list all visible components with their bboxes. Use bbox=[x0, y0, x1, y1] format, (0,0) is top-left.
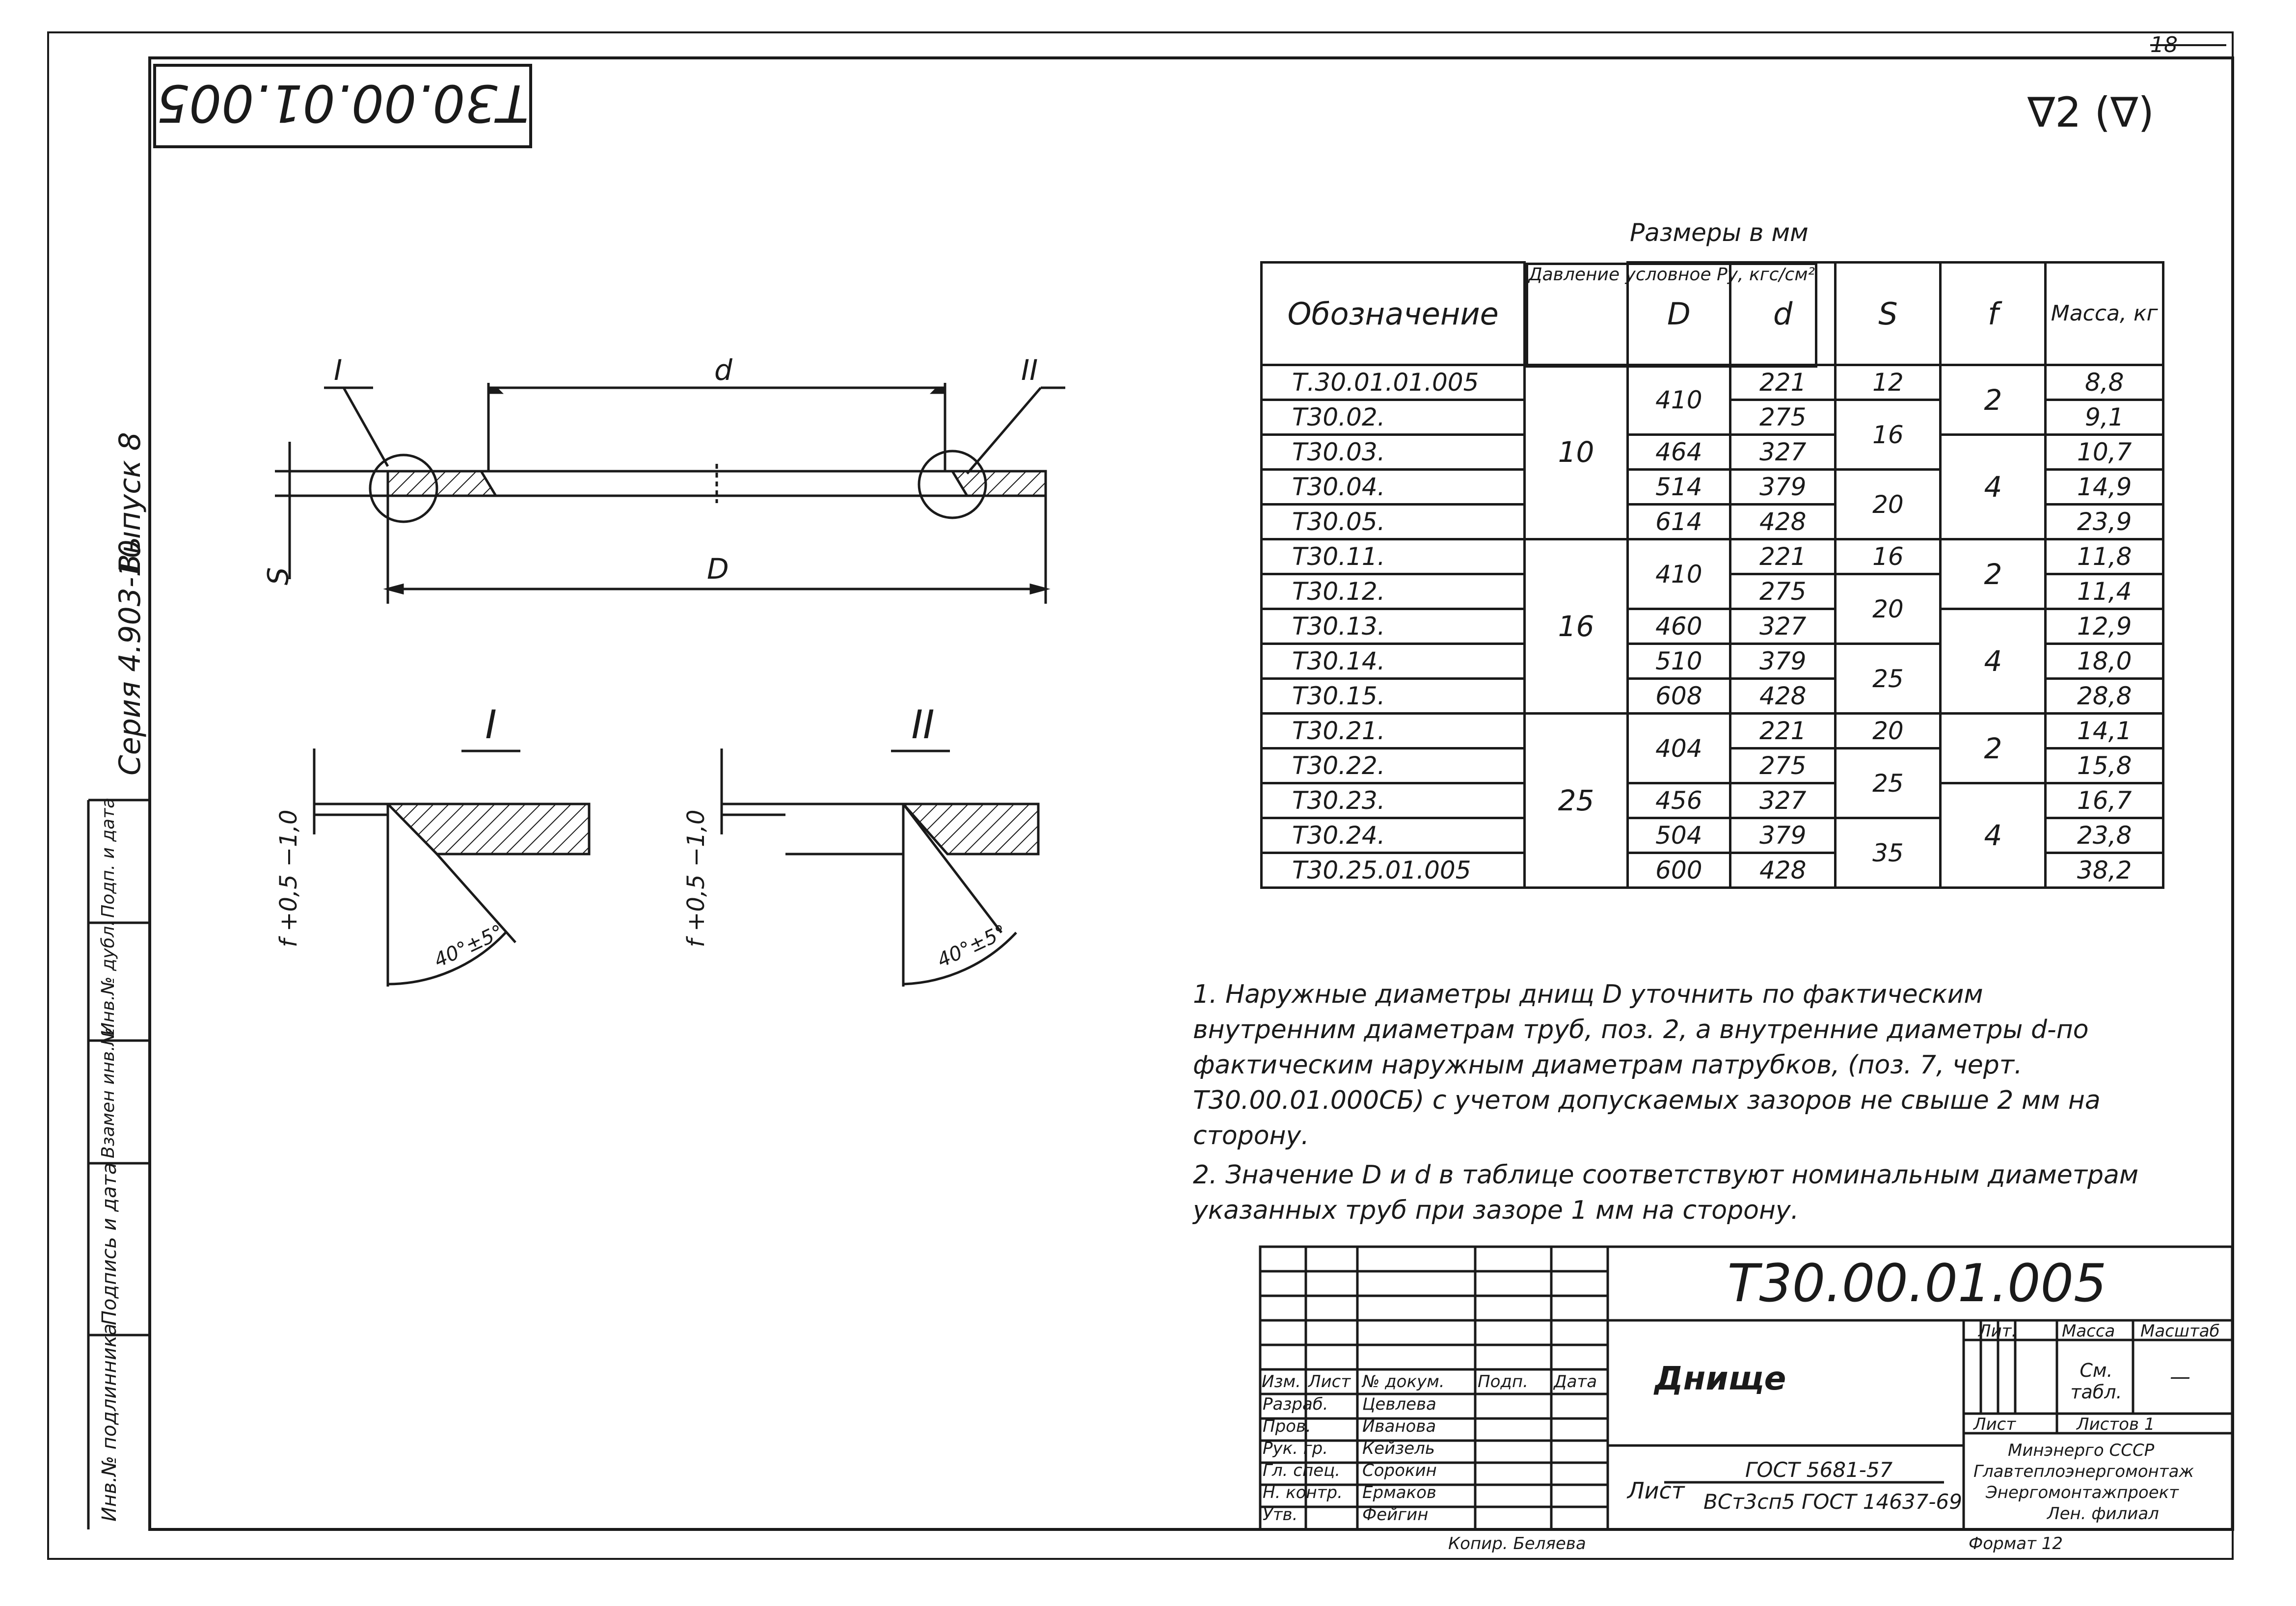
copied-by: Копир. Беляева bbox=[1448, 1534, 1586, 1553]
org-line-1: Минэнерго СССР bbox=[2008, 1441, 2155, 1460]
dimension-S-label: S bbox=[261, 567, 295, 586]
mass-value: См. табл. bbox=[2070, 1360, 2122, 1403]
section-view-2 bbox=[722, 749, 1038, 987]
note-2: 2. Значение D и d в таблице соответствуют номинальным диаметрам указанных труб при зазоре 1 мм на сторону. bbox=[1193, 1160, 2139, 1225]
header-signature: Подп. bbox=[1478, 1372, 1528, 1392]
sheet-label: Лист bbox=[1973, 1415, 2016, 1434]
table-row: Т30.15. 608 428 28,8 bbox=[1262, 679, 2163, 714]
sheets-count: Листов 1 bbox=[2077, 1415, 2155, 1434]
header-list: Лист bbox=[1308, 1372, 1351, 1392]
material-label: Лист bbox=[1627, 1477, 1685, 1504]
name-approver: Фейгин bbox=[1362, 1505, 1429, 1525]
role-group-lead: Рук. гр. bbox=[1263, 1439, 1328, 1458]
header-pressure: Давление условное Ру, кгс/см² bbox=[1526, 263, 1817, 368]
table-header-row bbox=[1262, 263, 2163, 365]
org-line-2: Главтеплоэнергомонтаж bbox=[1973, 1462, 2194, 1481]
angle-label-2: 40°±5° bbox=[934, 920, 1010, 972]
header-outer-diameter: D bbox=[1627, 263, 1730, 365]
role-checker: Пров. bbox=[1263, 1417, 1311, 1436]
dimension-d-label: d bbox=[714, 353, 732, 387]
table-row: Т30.13. 460 327 4 12,9 bbox=[1262, 609, 2163, 644]
col-lit-label: Лит. bbox=[1978, 1321, 2017, 1341]
angle-label-1: 40°±5° bbox=[431, 920, 507, 972]
title-block-designation: Т30.00.01.005 bbox=[1727, 1253, 2107, 1313]
header-designation: Обозначение bbox=[1262, 263, 1525, 365]
name-checker: Иванова bbox=[1362, 1417, 1436, 1436]
rotated-designation-stamp: Т30.00.01.005 bbox=[153, 64, 532, 148]
table-row: Т30.05. 614 428 23,9 bbox=[1262, 505, 2163, 539]
header-thickness: S bbox=[1836, 263, 1941, 365]
org-line-4: Лен. филиал bbox=[2047, 1504, 2159, 1524]
margin-sign-date: Подпись и дата bbox=[98, 1162, 121, 1325]
callout-1-label: I bbox=[334, 353, 343, 387]
table-row: Т30.11. 16 410 221 16 2 11,8 bbox=[1262, 539, 2163, 574]
role-chief-specialist: Гл. спец. bbox=[1263, 1461, 1341, 1480]
role-approver: Утв. bbox=[1263, 1505, 1298, 1525]
role-norm-control: Н. контр. bbox=[1263, 1483, 1343, 1502]
material-grade: ВСт3сп5 ГОСТ 14637-69 bbox=[1703, 1490, 1962, 1514]
margin-original-inv: Инв.№ подлинника bbox=[98, 1323, 121, 1522]
table-row: Т30.23. 456 327 4 16,7 bbox=[1262, 783, 2163, 818]
table-row: Т30.21. 25 404 221 20 2 14,1 bbox=[1262, 714, 2163, 749]
margin-replace-inv: Взамен инв.№ bbox=[98, 1027, 118, 1158]
part-name: Днище bbox=[1654, 1360, 1786, 1397]
table-row: Т30.14. 510 379 25 18,0 bbox=[1262, 644, 2163, 679]
header-inner-diameter: d bbox=[1730, 263, 1836, 365]
series-label: Серия 4.903-10 bbox=[113, 539, 147, 776]
table-row: Т30.12. 275 20 11,4 bbox=[1262, 574, 2163, 609]
header-izm: Изм. bbox=[1262, 1372, 1301, 1392]
table-row: Т30.03. 464 327 4 10,7 bbox=[1262, 435, 2163, 470]
table-row: Т30.04. 514 379 20 14,9 bbox=[1262, 470, 2163, 505]
plate-view bbox=[275, 383, 1065, 604]
table-row: Т30.25.01.005 600 428 38,2 bbox=[1262, 853, 2163, 888]
technical-notes bbox=[1193, 977, 2150, 1232]
section-2-title: II bbox=[911, 702, 935, 748]
header-date: Дата bbox=[1554, 1372, 1597, 1392]
note-1: 1. Наружные диаметры днищ D уточнить по фактическим внутренним диаметрам труб, поз. 2, а внутренние диаметры d-по фактическим наружным диаметрам патрубков, (поз. 7, черт. Т30.00.01.000СБ) с учетом допускаемых зазоров не свыше 2 мм на сторону. bbox=[1193, 980, 2101, 1151]
name-norm-control: Ермаков bbox=[1362, 1483, 1436, 1502]
dimensions-table bbox=[1260, 261, 2164, 889]
scale-value: — bbox=[2170, 1365, 2190, 1389]
name-group-lead: Кейзель bbox=[1362, 1439, 1435, 1458]
margin-sign: Подп. и дата bbox=[98, 797, 118, 918]
callout-2-label: II bbox=[1021, 353, 1038, 387]
dimension-D-label: D bbox=[707, 552, 729, 586]
role-developer: Разраб. bbox=[1263, 1394, 1328, 1414]
table-units-caption: Размеры в мм bbox=[1630, 218, 1809, 247]
name-developer: Цевлева bbox=[1362, 1394, 1436, 1414]
header-chamfer: f bbox=[1941, 263, 2046, 365]
surface-roughness-symbol: ∇2 (∇) bbox=[2027, 88, 2155, 136]
col-scale-label: Масштаб bbox=[2140, 1321, 2220, 1341]
page-number: 18 bbox=[2150, 32, 2178, 57]
table-row: Т.30.01.01.005 10 410 221 12 2 8,8 bbox=[1262, 365, 2163, 400]
header-doc-number: № докум. bbox=[1362, 1372, 1445, 1392]
table-row: Т30.24. 504 379 35 23,8 bbox=[1262, 818, 2163, 853]
table-row: Т30.22. 275 25 15,8 bbox=[1262, 749, 2163, 783]
name-chief-specialist: Сорокин bbox=[1362, 1461, 1437, 1480]
org-line-3: Энергомонтажпроект bbox=[1986, 1483, 2179, 1502]
section-1-title: I bbox=[485, 702, 497, 748]
material-standard: ГОСТ 5681-57 bbox=[1745, 1458, 1893, 1482]
margin-dupl-inv: Инв.№ дубл. bbox=[98, 920, 118, 1036]
table-row: Т30.02. 275 16 9,1 bbox=[1262, 400, 2163, 435]
issue-label: Выпуск 8 bbox=[113, 432, 147, 574]
tolerance-label-1: f +0,5 −1,0 bbox=[275, 809, 302, 947]
sheet-format: Формат 12 bbox=[1969, 1534, 2063, 1553]
col-mass-label: Масса bbox=[2062, 1321, 2115, 1341]
tolerance-label-2: f +0,5 −1,0 bbox=[682, 809, 710, 947]
header-mass: Масса, кг bbox=[2046, 263, 2163, 365]
